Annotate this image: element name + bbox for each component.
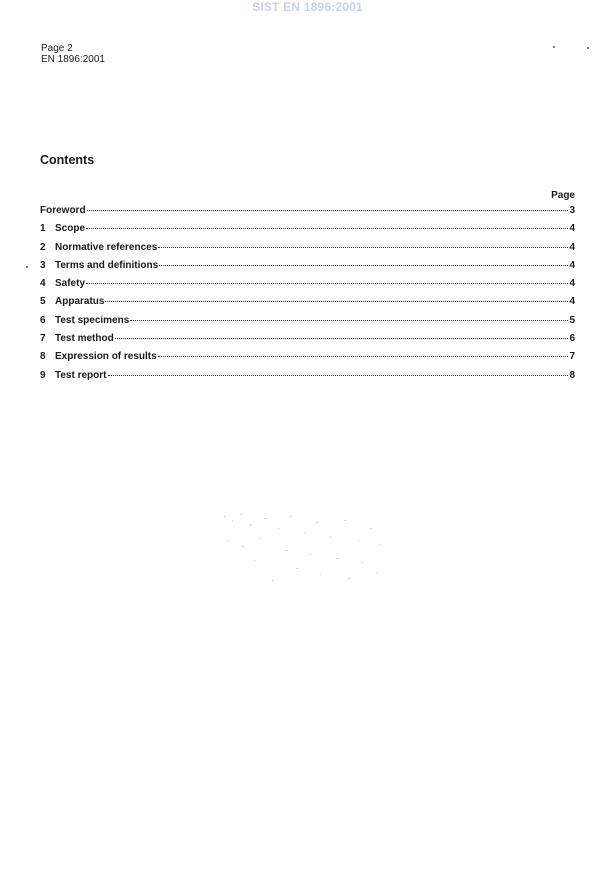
toc-entry-title: Expression of results bbox=[55, 351, 157, 363]
toc-entry-page: 4 bbox=[569, 241, 575, 253]
scan-speck bbox=[587, 47, 589, 49]
table-of-contents bbox=[40, 205, 575, 388]
standard-id: EN 1896:2001 bbox=[41, 54, 105, 65]
toc-dot-leader bbox=[86, 283, 568, 284]
toc-dot-leader bbox=[158, 356, 569, 357]
toc-dot-leader bbox=[158, 247, 568, 248]
scan-noise bbox=[220, 510, 390, 590]
toc-dot-leader bbox=[130, 320, 568, 321]
toc-entry-page: 5 bbox=[569, 314, 575, 326]
toc-entry-page: 7 bbox=[569, 351, 575, 363]
page-header bbox=[41, 43, 105, 65]
watermark: SIST EN 1896:2001 bbox=[252, 0, 363, 14]
contents-title: Contents bbox=[40, 153, 95, 167]
toc-entry bbox=[40, 351, 575, 369]
toc-entry bbox=[40, 370, 575, 388]
toc-entry-title: Apparatus bbox=[55, 296, 105, 308]
toc-entry-number: 9 bbox=[40, 369, 46, 381]
toc-entry-title: Scope bbox=[55, 223, 86, 235]
scan-speck bbox=[553, 46, 555, 48]
toc-entry-title: Test specimens bbox=[55, 314, 130, 326]
toc-entry-number: 5 bbox=[40, 296, 46, 308]
toc-entry-title: Test method bbox=[55, 333, 114, 345]
toc-entry bbox=[40, 333, 575, 351]
toc-page-column-label: Page bbox=[551, 190, 575, 201]
toc-entry bbox=[40, 278, 575, 296]
toc-dot-leader bbox=[105, 301, 568, 302]
toc-entry-title: Test report bbox=[55, 369, 107, 381]
toc-entry-number: 4 bbox=[40, 278, 46, 290]
toc-entry bbox=[40, 242, 575, 260]
toc-entry-number: 7 bbox=[40, 333, 46, 345]
toc-entry-number: 2 bbox=[40, 241, 46, 253]
toc-dot-leader bbox=[87, 210, 569, 211]
toc-entry-number: 3 bbox=[40, 259, 46, 271]
toc-entry bbox=[40, 205, 575, 223]
toc-entry-page: 6 bbox=[569, 333, 575, 345]
toc-entry-title: Safety bbox=[55, 278, 86, 290]
toc-dot-leader bbox=[115, 338, 569, 339]
toc-entry-page: 8 bbox=[569, 369, 575, 381]
toc-entry-title: Normative references bbox=[55, 241, 158, 253]
toc-dot-leader bbox=[159, 265, 568, 266]
toc-entry bbox=[40, 260, 575, 278]
toc-entry-number: 1 bbox=[40, 223, 46, 235]
toc-entry-number: 8 bbox=[40, 351, 46, 363]
scan-speck bbox=[26, 266, 28, 268]
toc-entry-page: 4 bbox=[569, 223, 575, 235]
toc-entry-page: 3 bbox=[569, 205, 575, 216]
toc-entry-title: Foreword bbox=[40, 205, 86, 216]
toc-entry-title: Terms and definitions bbox=[55, 259, 159, 271]
toc-entry bbox=[40, 223, 575, 241]
toc-entry-number: 6 bbox=[40, 314, 46, 326]
toc-dot-leader bbox=[86, 228, 568, 229]
toc-entry-page: 4 bbox=[569, 296, 575, 308]
toc-entry-page: 4 bbox=[569, 278, 575, 290]
toc-entry-page: 4 bbox=[569, 259, 575, 271]
page-number: Page 2 bbox=[41, 43, 73, 54]
toc-dot-leader bbox=[108, 375, 569, 376]
toc-entry bbox=[40, 315, 575, 333]
toc-entry bbox=[40, 296, 575, 314]
